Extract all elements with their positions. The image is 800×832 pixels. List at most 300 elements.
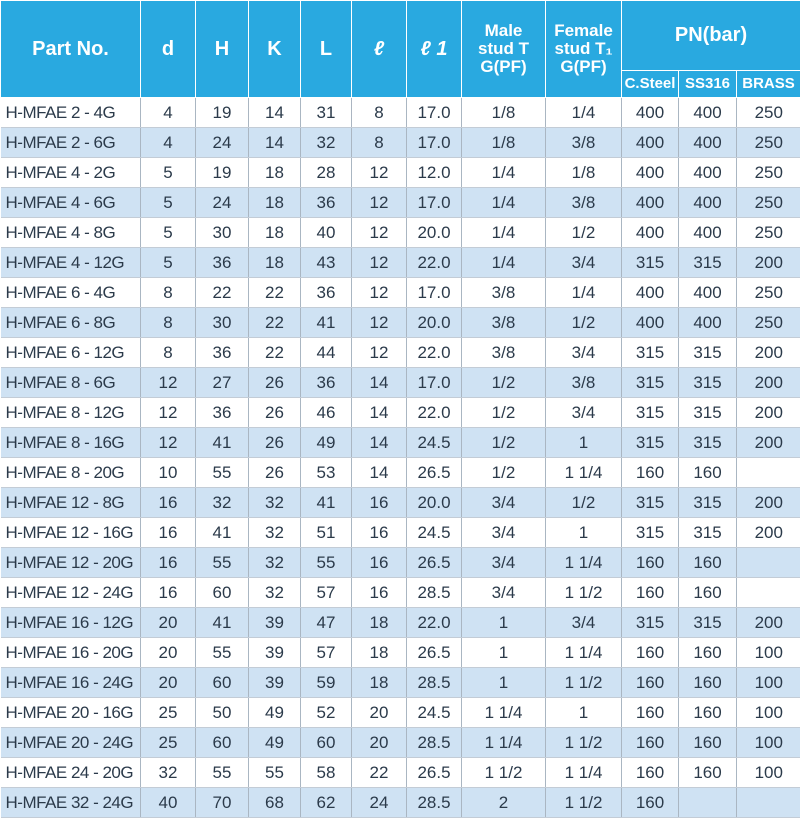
- cell-ell: 22: [352, 758, 407, 788]
- cell-h: 19: [196, 98, 249, 128]
- cell-ell: 14: [352, 458, 407, 488]
- cell-ell1: 17.0: [407, 128, 462, 158]
- cell-ell: 12: [352, 188, 407, 218]
- cell-ell: 18: [352, 608, 407, 638]
- cell-ell: 20: [352, 698, 407, 728]
- header-l: L: [301, 1, 352, 98]
- cell-c-steel: 160: [622, 548, 679, 578]
- header-ell1: [407, 1, 462, 98]
- cell-ss316: 400: [679, 98, 737, 128]
- cell-female-stud: 1/2: [546, 488, 622, 518]
- cell-ss316: 315: [679, 368, 737, 398]
- cell-part-no: H-MFAE 4 - 8G: [1, 218, 141, 248]
- cell-d: 5: [141, 158, 196, 188]
- cell-h: 24: [196, 188, 249, 218]
- cell-h: 30: [196, 308, 249, 338]
- cell-female-stud: 3/4: [546, 338, 622, 368]
- cell-part-no: H-MFAE 16 - 20G: [1, 638, 141, 668]
- cell-male-stud: 1/4: [462, 248, 546, 278]
- cell-ss316: 315: [679, 398, 737, 428]
- cell-h: 36: [196, 248, 249, 278]
- cell-ell1: 28.5: [407, 728, 462, 758]
- cell-ell: 12: [352, 278, 407, 308]
- cell-ell1: 22.0: [407, 398, 462, 428]
- cell-brass: [737, 548, 800, 578]
- cell-ell: 8: [352, 98, 407, 128]
- cell-brass: 200: [737, 248, 800, 278]
- cell-ell: 14: [352, 368, 407, 398]
- cell-part-no: H-MFAE 2 - 4G: [1, 98, 141, 128]
- cell-h: 32: [196, 488, 249, 518]
- cell-ell1: 24.5: [407, 698, 462, 728]
- cell-male-stud: 1: [462, 668, 546, 698]
- table-row: [1, 458, 800, 488]
- cell-k: 49: [249, 728, 301, 758]
- cell-part-no: H-MFAE 4 - 6G: [1, 188, 141, 218]
- cell-h: 41: [196, 518, 249, 548]
- cell-h: 70: [196, 788, 249, 818]
- cell-d: 8: [141, 338, 196, 368]
- cell-male-stud: 1/4: [462, 188, 546, 218]
- cell-ell1: 20.0: [407, 218, 462, 248]
- cell-ell1: 26.5: [407, 638, 462, 668]
- cell-brass: [737, 578, 800, 608]
- cell-d: 4: [141, 98, 196, 128]
- header-brass: BRASS: [737, 70, 800, 97]
- cell-ell1: 28.5: [407, 668, 462, 698]
- table-row: [1, 728, 800, 758]
- cell-part-no: H-MFAE 4 - 2G: [1, 158, 141, 188]
- table-row: [1, 308, 800, 338]
- cell-l: 31: [301, 98, 352, 128]
- cell-male-stud: 3/8: [462, 338, 546, 368]
- cell-c-steel: 315: [622, 398, 679, 428]
- cell-ss316: 160: [679, 698, 737, 728]
- cell-ell: 16: [352, 578, 407, 608]
- cell-l: 32: [301, 128, 352, 158]
- cell-ss316: 160: [679, 548, 737, 578]
- cell-brass: 200: [737, 368, 800, 398]
- cell-h: 60: [196, 668, 249, 698]
- header-ell-text: ℓ: [373, 37, 385, 60]
- cell-brass: 200: [737, 518, 800, 548]
- cell-ell1: 20.0: [407, 488, 462, 518]
- table-row: [1, 398, 800, 428]
- cell-d: 20: [141, 608, 196, 638]
- cell-c-steel: 400: [622, 308, 679, 338]
- cell-c-steel: 160: [622, 698, 679, 728]
- cell-ell1: 12.0: [407, 158, 462, 188]
- cell-ell: 12: [352, 218, 407, 248]
- cell-brass: 250: [737, 308, 800, 338]
- cell-k: 26: [249, 398, 301, 428]
- table-row: [1, 128, 800, 158]
- header-k: K: [249, 1, 301, 98]
- cell-brass: 250: [737, 278, 800, 308]
- cell-h: 30: [196, 218, 249, 248]
- cell-l: 52: [301, 698, 352, 728]
- cell-h: 36: [196, 338, 249, 368]
- cell-brass: 200: [737, 488, 800, 518]
- cell-ss316: 315: [679, 428, 737, 458]
- cell-d: 5: [141, 248, 196, 278]
- cell-male-stud: 3/4: [462, 578, 546, 608]
- cell-brass: 250: [737, 188, 800, 218]
- cell-d: 25: [141, 728, 196, 758]
- cell-ell: 18: [352, 668, 407, 698]
- cell-part-no: H-MFAE 8 - 6G: [1, 368, 141, 398]
- cell-c-steel: 160: [622, 458, 679, 488]
- header-h: H: [196, 1, 249, 98]
- cell-h: 19: [196, 158, 249, 188]
- cell-male-stud: 1/2: [462, 398, 546, 428]
- cell-ss316: 160: [679, 728, 737, 758]
- cell-female-stud: 1 1/2: [546, 668, 622, 698]
- cell-c-steel: 315: [622, 608, 679, 638]
- cell-ss316: 315: [679, 338, 737, 368]
- cell-part-no: H-MFAE 6 - 8G: [1, 308, 141, 338]
- cell-k: 55: [249, 758, 301, 788]
- cell-female-stud: 1: [546, 518, 622, 548]
- cell-h: 60: [196, 728, 249, 758]
- cell-h: 55: [196, 458, 249, 488]
- header-male-line1: Male: [484, 21, 523, 41]
- table-row: [1, 668, 800, 698]
- cell-c-steel: 315: [622, 488, 679, 518]
- cell-h: 41: [196, 428, 249, 458]
- cell-l: 28: [301, 158, 352, 188]
- cell-l: 62: [301, 788, 352, 818]
- cell-d: 25: [141, 698, 196, 728]
- table-row: [1, 368, 800, 398]
- table-row: [1, 548, 800, 578]
- cell-k: 22: [249, 308, 301, 338]
- cell-ss316: [679, 788, 737, 818]
- cell-ss316: 315: [679, 488, 737, 518]
- cell-part-no: H-MFAE 8 - 12G: [1, 398, 141, 428]
- cell-ell1: 17.0: [407, 278, 462, 308]
- cell-k: 32: [249, 488, 301, 518]
- header-part-no: Part No.: [1, 1, 141, 98]
- header-male-line2: stud T: [478, 39, 529, 59]
- cell-ss316: 400: [679, 308, 737, 338]
- cell-k: 18: [249, 158, 301, 188]
- cell-ell1: 17.0: [407, 368, 462, 398]
- table-body: [1, 98, 800, 818]
- table-row: [1, 518, 800, 548]
- cell-l: 57: [301, 578, 352, 608]
- cell-d: 12: [141, 428, 196, 458]
- cell-l: 40: [301, 218, 352, 248]
- cell-ell1: 26.5: [407, 758, 462, 788]
- cell-k: 14: [249, 98, 301, 128]
- cell-male-stud: 1 1/2: [462, 758, 546, 788]
- table-row: [1, 158, 800, 188]
- cell-female-stud: 1/2: [546, 308, 622, 338]
- cell-brass: 100: [737, 668, 800, 698]
- cell-d: 10: [141, 458, 196, 488]
- cell-k: 22: [249, 278, 301, 308]
- cell-l: 47: [301, 608, 352, 638]
- cell-c-steel: 160: [622, 578, 679, 608]
- table-row: [1, 338, 800, 368]
- cell-ell: 16: [352, 488, 407, 518]
- header-male-stud: [462, 1, 546, 98]
- cell-part-no: H-MFAE 16 - 12G: [1, 608, 141, 638]
- cell-male-stud: 1: [462, 608, 546, 638]
- cell-ss316: 400: [679, 218, 737, 248]
- cell-h: 36: [196, 398, 249, 428]
- cell-female-stud: 1: [546, 428, 622, 458]
- cell-part-no: H-MFAE 12 - 24G: [1, 578, 141, 608]
- cell-part-no: H-MFAE 6 - 4G: [1, 278, 141, 308]
- cell-d: 8: [141, 308, 196, 338]
- cell-brass: 100: [737, 638, 800, 668]
- cell-ell1: 17.0: [407, 98, 462, 128]
- cell-ell1: 20.0: [407, 308, 462, 338]
- cell-part-no: H-MFAE 12 - 8G: [1, 488, 141, 518]
- cell-part-no: H-MFAE 2 - 6G: [1, 128, 141, 158]
- cell-female-stud: 1 1/2: [546, 578, 622, 608]
- cell-c-steel: 315: [622, 518, 679, 548]
- table-row: [1, 608, 800, 638]
- cell-brass: 200: [737, 338, 800, 368]
- cell-l: 41: [301, 488, 352, 518]
- cell-ell: 24: [352, 788, 407, 818]
- cell-male-stud: 1/8: [462, 128, 546, 158]
- cell-ell: 16: [352, 548, 407, 578]
- cell-d: 16: [141, 518, 196, 548]
- cell-female-stud: 1 1/2: [546, 788, 622, 818]
- header-female-line1: Female: [554, 21, 613, 41]
- cell-ss316: 400: [679, 128, 737, 158]
- cell-l: 58: [301, 758, 352, 788]
- cell-k: 39: [249, 608, 301, 638]
- cell-part-no: H-MFAE 20 - 16G: [1, 698, 141, 728]
- cell-brass: 200: [737, 398, 800, 428]
- table-row: [1, 98, 800, 128]
- cell-brass: 100: [737, 728, 800, 758]
- cell-brass: 250: [737, 128, 800, 158]
- cell-d: 4: [141, 128, 196, 158]
- cell-male-stud: 1/4: [462, 218, 546, 248]
- cell-male-stud: 3/8: [462, 308, 546, 338]
- cell-ss316: 160: [679, 578, 737, 608]
- cell-c-steel: 400: [622, 278, 679, 308]
- cell-ell: 12: [352, 248, 407, 278]
- cell-male-stud: 2: [462, 788, 546, 818]
- cell-k: 26: [249, 458, 301, 488]
- cell-female-stud: 1 1/2: [546, 728, 622, 758]
- cell-ell: 12: [352, 338, 407, 368]
- cell-c-steel: 315: [622, 248, 679, 278]
- cell-brass: 100: [737, 698, 800, 728]
- cell-l: 36: [301, 188, 352, 218]
- cell-ss316: 400: [679, 188, 737, 218]
- cell-ss316: 315: [679, 248, 737, 278]
- cell-female-stud: 1: [546, 698, 622, 728]
- cell-male-stud: 1 1/4: [462, 698, 546, 728]
- cell-part-no: H-MFAE 12 - 20G: [1, 548, 141, 578]
- cell-brass: [737, 458, 800, 488]
- cell-ss316: 160: [679, 638, 737, 668]
- cell-female-stud: 1/8: [546, 158, 622, 188]
- cell-k: 14: [249, 128, 301, 158]
- table-row: [1, 758, 800, 788]
- cell-female-stud: 1/2: [546, 218, 622, 248]
- cell-d: 20: [141, 638, 196, 668]
- cell-l: 36: [301, 278, 352, 308]
- cell-female-stud: 1 1/4: [546, 458, 622, 488]
- cell-c-steel: 400: [622, 218, 679, 248]
- header-female-line2: stud T₁: [554, 39, 613, 59]
- table-row: [1, 788, 800, 818]
- cell-ell: 14: [352, 398, 407, 428]
- cell-male-stud: 1/2: [462, 368, 546, 398]
- cell-female-stud: 1 1/4: [546, 638, 622, 668]
- cell-male-stud: 3/4: [462, 548, 546, 578]
- cell-ss316: 315: [679, 518, 737, 548]
- cell-c-steel: 160: [622, 758, 679, 788]
- cell-female-stud: 3/8: [546, 128, 622, 158]
- cell-k: 39: [249, 638, 301, 668]
- cell-ell: 12: [352, 158, 407, 188]
- header-ell1-text: ℓ 1: [420, 37, 448, 60]
- cell-ell1: 24.5: [407, 518, 462, 548]
- cell-h: 50: [196, 698, 249, 728]
- cell-h: 55: [196, 758, 249, 788]
- cell-c-steel: 160: [622, 638, 679, 668]
- cell-female-stud: 1/4: [546, 278, 622, 308]
- table-row: [1, 218, 800, 248]
- cell-ss316: 315: [679, 608, 737, 638]
- cell-ell: 16: [352, 518, 407, 548]
- cell-male-stud: 3/4: [462, 488, 546, 518]
- header-female-stud: [546, 1, 622, 98]
- cell-ell: 12: [352, 308, 407, 338]
- cell-l: 53: [301, 458, 352, 488]
- cell-k: 68: [249, 788, 301, 818]
- cell-brass: 250: [737, 218, 800, 248]
- header-pn-bar: PN(bar): [622, 1, 800, 71]
- cell-part-no: H-MFAE 24 - 20G: [1, 758, 141, 788]
- cell-k: 26: [249, 368, 301, 398]
- cell-c-steel: 160: [622, 728, 679, 758]
- cell-l: 43: [301, 248, 352, 278]
- header-ss316: SS316: [679, 70, 737, 97]
- cell-part-no: H-MFAE 12 - 16G: [1, 518, 141, 548]
- cell-k: 18: [249, 248, 301, 278]
- cell-c-steel: 160: [622, 788, 679, 818]
- table-row: [1, 488, 800, 518]
- cell-brass: 200: [737, 608, 800, 638]
- cell-ell1: 28.5: [407, 578, 462, 608]
- cell-part-no: H-MFAE 8 - 20G: [1, 458, 141, 488]
- cell-brass: 200: [737, 428, 800, 458]
- cell-female-stud: 3/4: [546, 608, 622, 638]
- cell-ell1: 26.5: [407, 548, 462, 578]
- table-header: [1, 1, 800, 98]
- cell-ell1: 26.5: [407, 458, 462, 488]
- cell-part-no: H-MFAE 8 - 16G: [1, 428, 141, 458]
- table-row: [1, 278, 800, 308]
- cell-male-stud: 3/4: [462, 518, 546, 548]
- cell-part-no: H-MFAE 32 - 24G: [1, 788, 141, 818]
- cell-female-stud: 3/8: [546, 368, 622, 398]
- cell-male-stud: 1/4: [462, 158, 546, 188]
- cell-k: 32: [249, 578, 301, 608]
- cell-h: 55: [196, 638, 249, 668]
- cell-d: 20: [141, 668, 196, 698]
- cell-l: 41: [301, 308, 352, 338]
- cell-h: 22: [196, 278, 249, 308]
- cell-ell1: 28.5: [407, 788, 462, 818]
- cell-k: 39: [249, 668, 301, 698]
- cell-h: 60: [196, 578, 249, 608]
- cell-brass: 250: [737, 98, 800, 128]
- cell-l: 46: [301, 398, 352, 428]
- header-male-line3: G(PF): [480, 56, 527, 76]
- cell-female-stud: 3/8: [546, 188, 622, 218]
- cell-d: 8: [141, 278, 196, 308]
- cell-ell1: 24.5: [407, 428, 462, 458]
- header-ell: [352, 1, 407, 98]
- cell-c-steel: 315: [622, 338, 679, 368]
- cell-brass: 100: [737, 758, 800, 788]
- cell-d: 5: [141, 218, 196, 248]
- cell-ell1: 22.0: [407, 608, 462, 638]
- cell-k: 18: [249, 188, 301, 218]
- cell-c-steel: 400: [622, 128, 679, 158]
- cell-c-steel: 400: [622, 98, 679, 128]
- table-row: [1, 248, 800, 278]
- cell-k: 32: [249, 548, 301, 578]
- cell-part-no: H-MFAE 4 - 12G: [1, 248, 141, 278]
- cell-l: 49: [301, 428, 352, 458]
- cell-c-steel: 400: [622, 158, 679, 188]
- cell-c-steel: 400: [622, 188, 679, 218]
- cell-d: 16: [141, 578, 196, 608]
- header-c-steel: C.Steel: [622, 70, 679, 97]
- cell-ell: 20: [352, 728, 407, 758]
- cell-c-steel: 315: [622, 428, 679, 458]
- cell-k: 18: [249, 218, 301, 248]
- cell-l: 44: [301, 338, 352, 368]
- cell-k: 22: [249, 338, 301, 368]
- cell-part-no: H-MFAE 6 - 12G: [1, 338, 141, 368]
- cell-female-stud: 3/4: [546, 248, 622, 278]
- cell-part-no: H-MFAE 16 - 24G: [1, 668, 141, 698]
- cell-female-stud: 3/4: [546, 398, 622, 428]
- cell-ss316: 400: [679, 158, 737, 188]
- cell-c-steel: 315: [622, 368, 679, 398]
- table-row: [1, 638, 800, 668]
- cell-l: 57: [301, 638, 352, 668]
- cell-male-stud: 1 1/4: [462, 728, 546, 758]
- cell-l: 60: [301, 728, 352, 758]
- cell-male-stud: 1/8: [462, 98, 546, 128]
- cell-ell: 8: [352, 128, 407, 158]
- cell-female-stud: 1/4: [546, 98, 622, 128]
- cell-ss316: 160: [679, 668, 737, 698]
- cell-h: 27: [196, 368, 249, 398]
- cell-d: 40: [141, 788, 196, 818]
- cell-brass: [737, 788, 800, 818]
- cell-ss316: 400: [679, 278, 737, 308]
- cell-ell: 18: [352, 638, 407, 668]
- cell-l: 51: [301, 518, 352, 548]
- header-female-line3: G(PF): [560, 56, 607, 76]
